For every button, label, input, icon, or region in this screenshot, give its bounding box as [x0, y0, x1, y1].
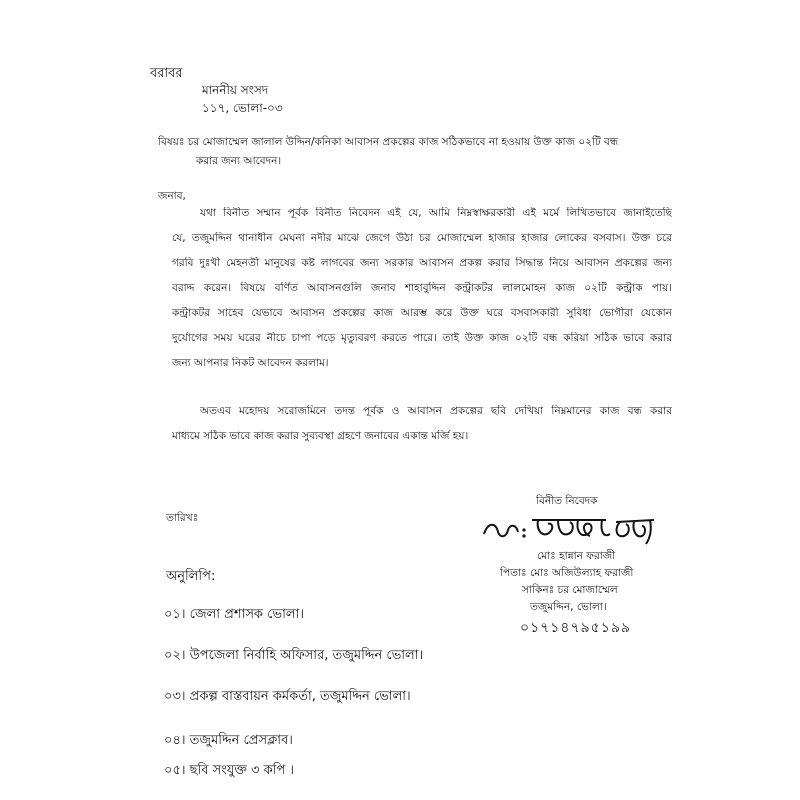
- copy-item: ০৫। ছবি সংযুক্ত ৩ কপি ।: [164, 763, 295, 778]
- paragraph1-line: জন্য আপনার নিকট আবেদন করলাম।: [172, 357, 329, 369]
- subject-line-2: করার জন্য আবেদন।: [196, 155, 282, 167]
- copy-item: ০১। জেলা প্রশাসক ভোলা।: [164, 607, 304, 622]
- closing-text: বিনীত নিবেদক: [536, 495, 598, 507]
- sender-phone: ০১৭১৪৭৯৫১৯৯: [520, 620, 631, 636]
- subject-line-1: বিষয়ঃ চর মোজাম্মেল জালাল উদ্দিন/কনিকা আবাসন প্রকল্পের কাজ সঠিকভাবে না হওয়ায় উক্ত কাজ ০২টি বন্ধ: [158, 136, 619, 148]
- date-label: তারিখঃ: [166, 512, 199, 524]
- sender-location: তজুমদ্দিন, ভোলা।: [530, 601, 607, 613]
- paragraph1-line: কন্ট্রাকটর সাহেব যেভাবে আবাসন প্রকল্পের কাজ আরম্ভ করে উক্ত ঘরে বসবাসকারী সুবিধা ভোগীরা যেকোন: [172, 307, 672, 319]
- paragraph1-line: দুর্যোগের সময় ঘরের নীচে চাপা পড়ে মৃত্যুবরণ করতে পারে। তাই উক্ত কাজ ০২টি বন্ধ করিয়া সঠিক ভাবে করার: [172, 332, 672, 344]
- sender-address: সাকিনঃ চর মোজাম্মেল: [522, 584, 618, 596]
- addressee-to: বরাবর: [150, 66, 183, 81]
- copy-item: ০২। উপজেলা নির্বাহি অফিসার, তজুমদ্দিন ভোলা।: [164, 648, 424, 663]
- copy-item: ০৪। তজুমদ্দিন প্রেসক্লাব।: [164, 733, 293, 748]
- copy-label: অনুলিপি:: [166, 569, 216, 584]
- recipient-title: মাননীয় সংসদ: [202, 83, 269, 97]
- sender-name: মোঃ হান্নান ফরাজী: [537, 550, 616, 562]
- paragraph2-line: মাধ্যমে সঠিক ভাবে কাজ করার সুব্যবস্থা গ্রহণে জনাবের একান্ত মর্জি হয়।: [172, 430, 469, 442]
- paragraph1-line: যথা বিনীত সম্মান পূর্বক বিনীত নিবেদন এই যে, আমি নিম্নস্বাক্ষরকারী এই মর্মে লিখিতভাবে জানাইতেছি: [200, 207, 672, 219]
- paragraph2-line: অতএব মহোদয় সরোজমিনে তদন্ত পূর্বক ও আবাসন প্রকল্পের ছবি দেখিয়া নিম্নমানের কাজ বন্ধ করার: [200, 405, 672, 417]
- paragraph1-line: গরবি দুঃখী মেহনতী মানুষের কষ্ট লাগবের জন্য সরকার আবাসন প্রকল্প করার সিদ্ধান্ত নিয়ে আবাসন প্রকল্পের জন্য: [172, 257, 672, 269]
- recipient-constituency: ১১৭, ভোলা-০৩: [202, 101, 283, 115]
- sender-father: পিতাঃ মোঃ অজিউল্যাহ ফরাজী: [500, 567, 634, 579]
- handwritten-signature: [478, 508, 662, 548]
- paragraph1-line: যে, তজুমদ্দিন থানাধীন মেঘনা নদীর মাঝে জেগে উঠা চর মোজাম্মেল হাজার হাজার লোকের বসবাস। উক্ত চরে: [172, 232, 672, 244]
- copy-item: ০৩। প্রকল্প বাস্তবায়ন কর্মকর্তা, তজুমদ্দিন ভোলা।: [164, 689, 411, 704]
- salutation: জনাব,: [158, 190, 186, 202]
- paragraph1-line: বরাদ্দ করেন। বিষয়ে বর্ণিত আবাসনগুলি জনাব শাহাবুদ্দিন কন্ট্রাকটর লালমোহন কাজ ০২টি কন্ট্রাক পায়।: [172, 282, 672, 294]
